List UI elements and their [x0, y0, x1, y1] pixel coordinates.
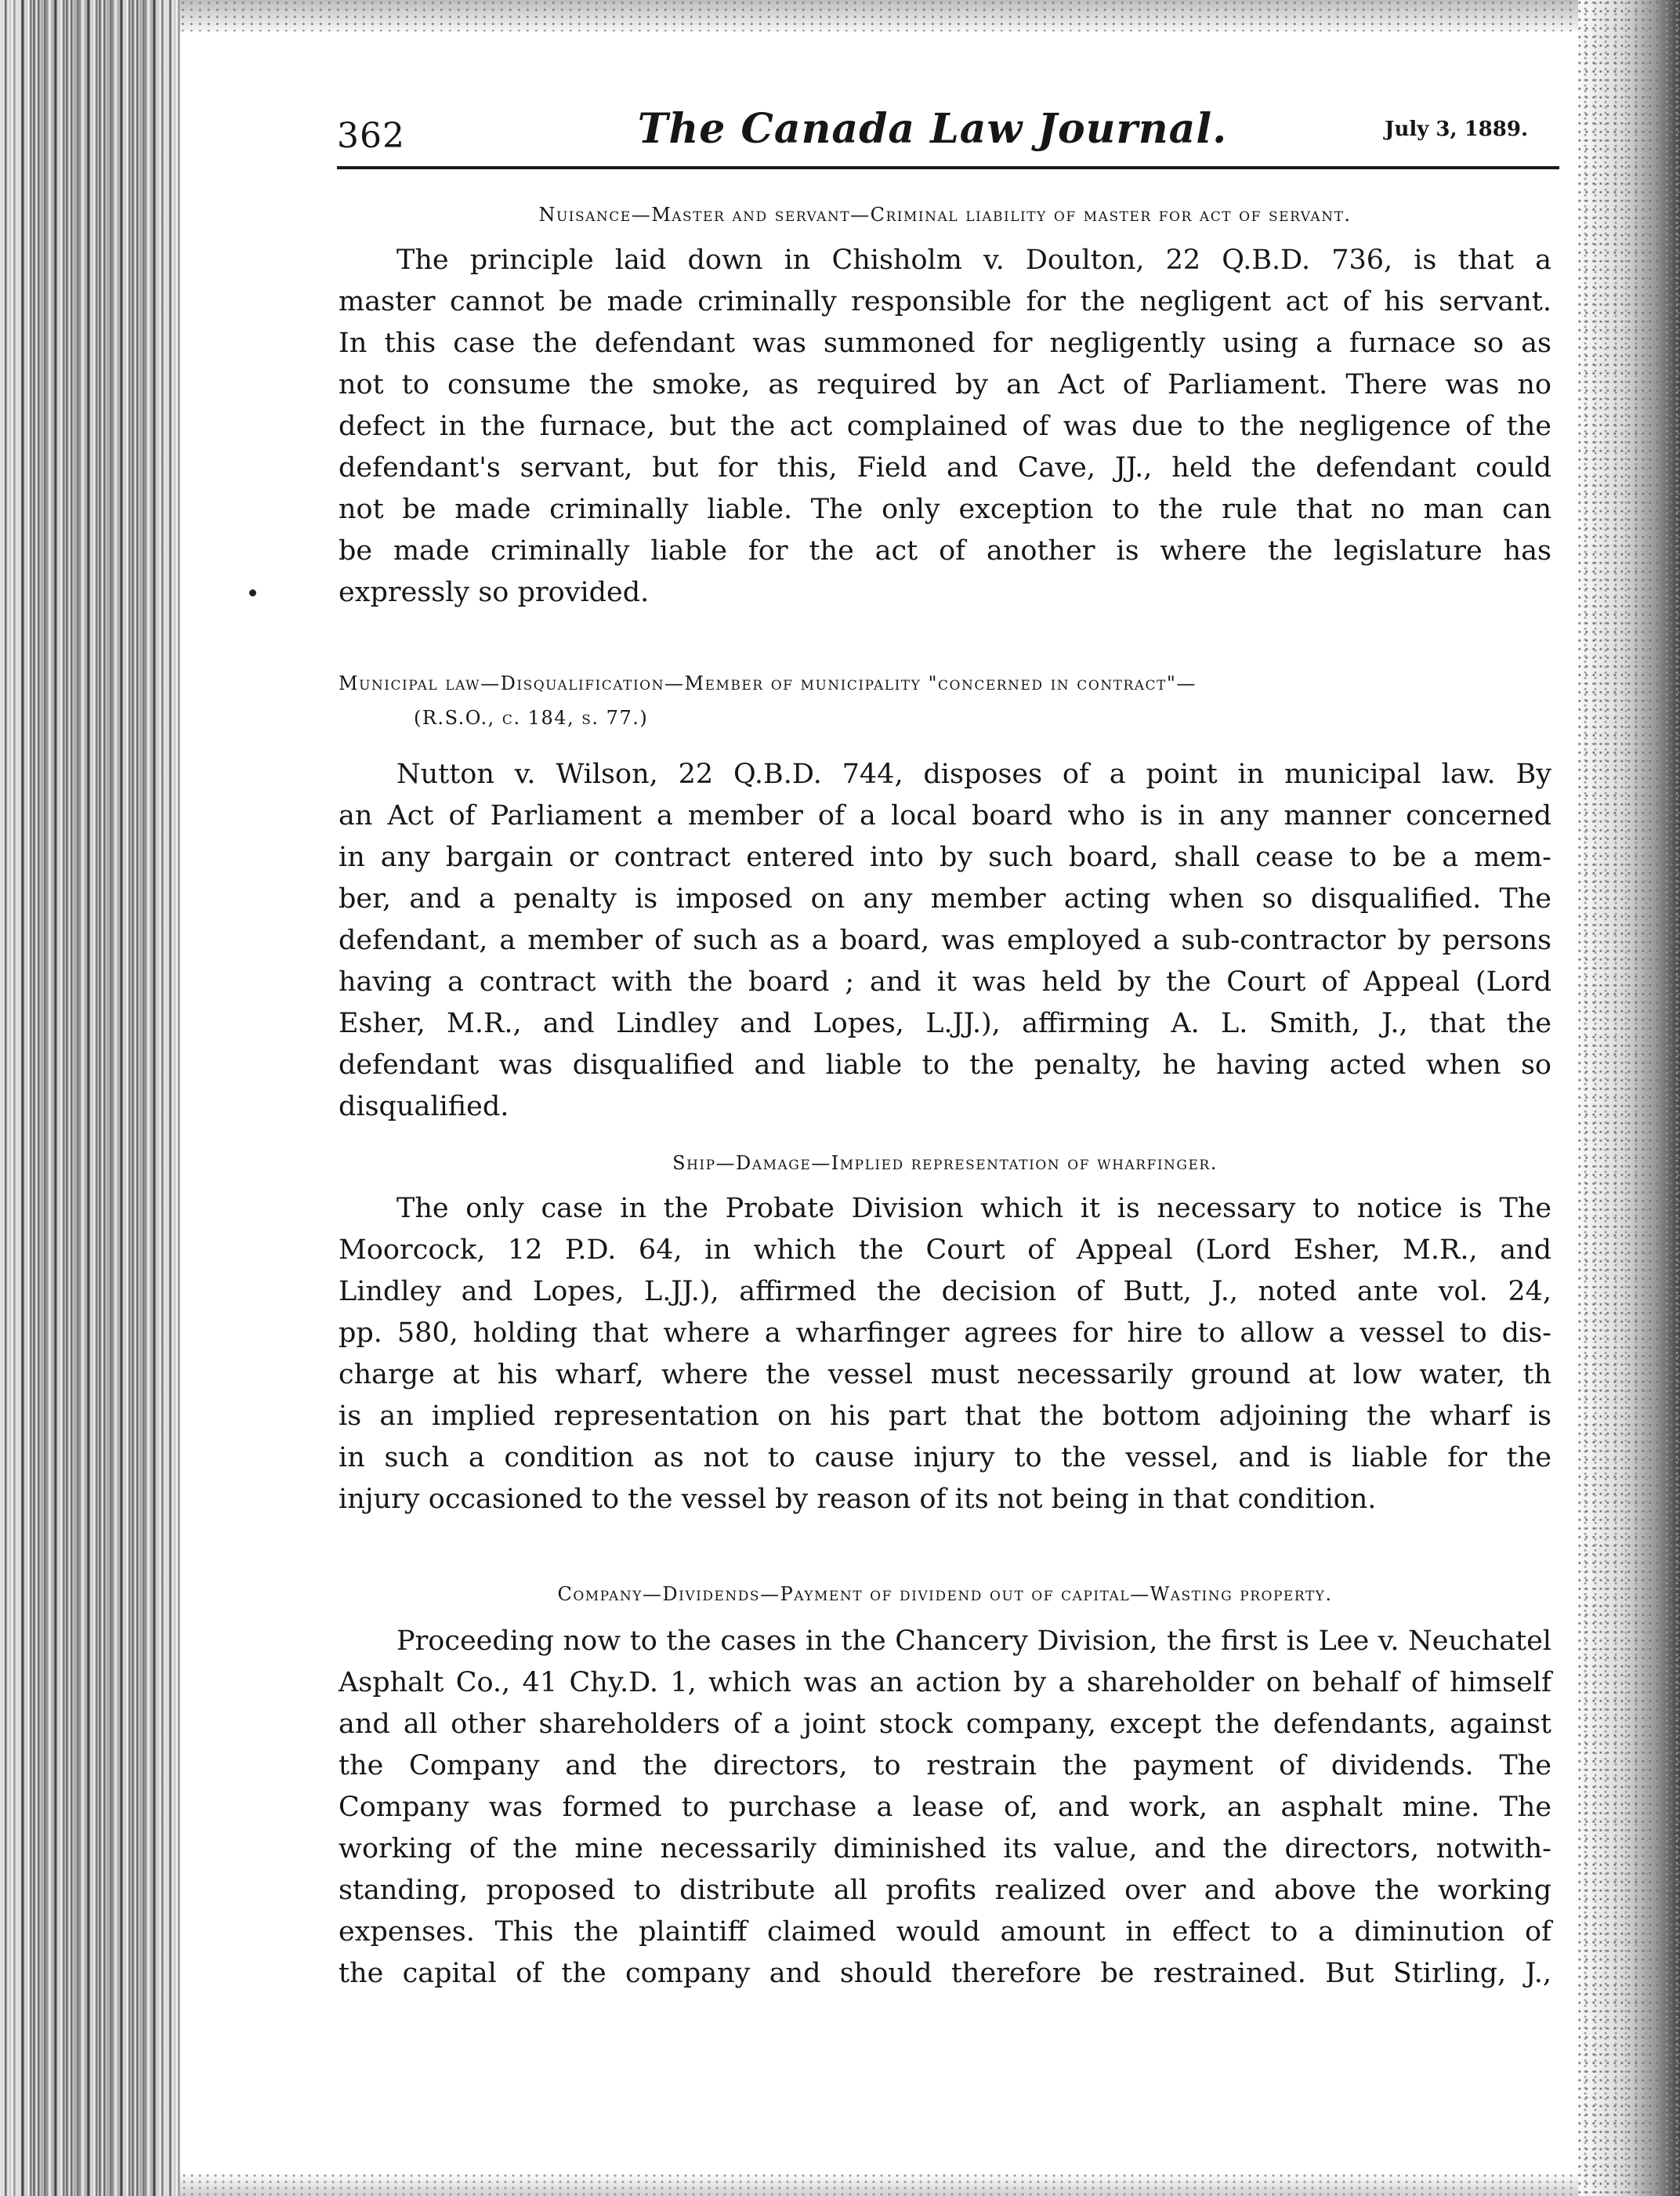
section-nuisance [339, 197, 1551, 614]
section-heading: Municipal law—Disqualification—Member of municipality "concerned in contract"— [339, 672, 1197, 694]
paragraph-line: defendant, a member of such as a board, was employed a sub-contractor by persons [339, 925, 1551, 956]
paragraph-line: expressly so provided. [339, 577, 650, 608]
paragraph-line: and all other shareholders of a joint stock company, except the defendants, against [339, 1709, 1551, 1740]
paragraph-line: be made criminally liable for the act of another is where the legislature has [339, 535, 1551, 567]
paragraph-line: ber, and a penalty is imposed on any member acting when so disqualified. The [339, 883, 1551, 915]
paragraph-line: not to consume the smoke, as required by an Act of Parliament. There was no [339, 369, 1551, 400]
paragraph-line: having a contract with the board ; and it was held by the Court of Appeal (Lord [339, 966, 1551, 998]
paragraph-line: defendant's servant, but for this, Field and Cave, JJ., held the defendant could [339, 452, 1551, 484]
paragraph-line: master cannot be made criminally responsible for the negligent act of his servant. [339, 286, 1551, 317]
paragraph-line: standing, proposed to distribute all profits realized over and above the working [339, 1875, 1551, 1906]
scan-bottom-edge [180, 2172, 1578, 2196]
paragraph-line: The only case in the Probate Division which it is necessary to notice is The [396, 1193, 1551, 1224]
paragraph-line: Moorcock, 12 P.D. 64, in which the Court of Appeal (Lord Esher, M.R., and [339, 1234, 1551, 1266]
section-ship-damage [339, 1146, 1551, 1520]
paragraph-line: Proceeding now to the cases in the Chancery Division, the first is Lee v. Neuchatel [396, 1625, 1551, 1657]
paragraph-line: Nutton v. Wilson, 22 Q.B.D. 744, disposes of a point in municipal law. By [396, 759, 1551, 790]
running-head [337, 102, 1528, 165]
paragraph-line: injury occasioned to the vessel by reason of its not being in that condition. [339, 1484, 1377, 1515]
section-heading: Company—Dividends—Payment of dividend out of capital—Wasting property. [557, 1583, 1333, 1605]
paragraph-line: The principle laid down in Chisholm v. Doulton, 22 Q.B.D. 736, is that a [396, 245, 1551, 276]
paragraph-line: In this case the defendant was summoned for negligently using a furnace so as [339, 328, 1551, 359]
paragraph-line: Asphalt Co., 41 Chy.D. 1, which was an action by a shareholder on behalf of himself [339, 1667, 1551, 1698]
scan-top-edge [180, 0, 1578, 31]
paragraph-line: in any bargain or contract entered into by such board, shall cease to be a mem- [339, 842, 1551, 873]
section-subheading: (R.S.O., c. 184, s. 77.) [414, 707, 649, 729]
paragraph-line: expenses. This the plaintiff claimed would amount in effect to a diminution of [339, 1916, 1551, 1948]
paragraph-line: the Company and the directors, to restrain the payment of dividends. The [339, 1750, 1551, 1781]
paragraph-line: defect in the furnace, but the act complained of was due to the negligence of the [339, 411, 1551, 442]
paragraph-line: not be made criminally liable. The only exception to the rule that no man can [339, 494, 1551, 525]
paragraph-line: Lindley and Lopes, L.JJ.), affirmed the decision of Butt, J., noted ante vol. 24, [339, 1276, 1551, 1307]
paragraph-line: is an implied representation on his part that the bottom adjoining the wharf is [339, 1401, 1551, 1432]
paragraph-line: disqualified. [339, 1091, 509, 1122]
paragraph-line: pp. 580, holding that where a wharfinger agrees for hire to allow a vessel to dis- [339, 1317, 1551, 1349]
paragraph-line: an Act of Parliament a member of a local board who is in any manner concerned [339, 800, 1551, 832]
paragraph-line: in such a condition as not to cause injury to the vessel, and is liable for the [339, 1442, 1551, 1473]
scan-left-edge-lines [22, 0, 163, 2196]
paragraph-line: charge at his wharf, where the vessel must necessarily ground at low water, th [339, 1359, 1551, 1390]
journal-title: The Canada Law Journal. [637, 105, 1228, 153]
scan-right-edge [1578, 0, 1680, 2196]
issue-date: July 3, 1889. [1385, 118, 1528, 141]
section-company-dividends [339, 1577, 1551, 1995]
paragraph-line: Company was formed to purchase a lease of, and work, an asphalt mine. The [339, 1792, 1551, 1823]
page-number: 362 [337, 116, 405, 156]
paragraph-line: defendant was disqualified and liable to the penalty, he having acted when so [339, 1049, 1551, 1081]
paragraph-line: working of the mine necessarily diminished its value, and the directors, notwith- [339, 1833, 1551, 1864]
section-heading: Nuisance—Master and servant—Criminal liability of master for act of servant. [538, 204, 1352, 226]
section-municipal-law [339, 666, 1551, 1128]
ink-speck [249, 589, 256, 596]
header-rule [337, 166, 1559, 169]
section-heading: Ship—Damage—Implied representation of wharfinger. [672, 1152, 1218, 1174]
paragraph-line: Esher, M.R., and Lindley and Lopes, L.JJ.), affirming A. L. Smith, J., that the [339, 1008, 1551, 1039]
paragraph-line: the capital of the company and should therefore be restrained. But Stirling, J., [339, 1958, 1551, 1989]
